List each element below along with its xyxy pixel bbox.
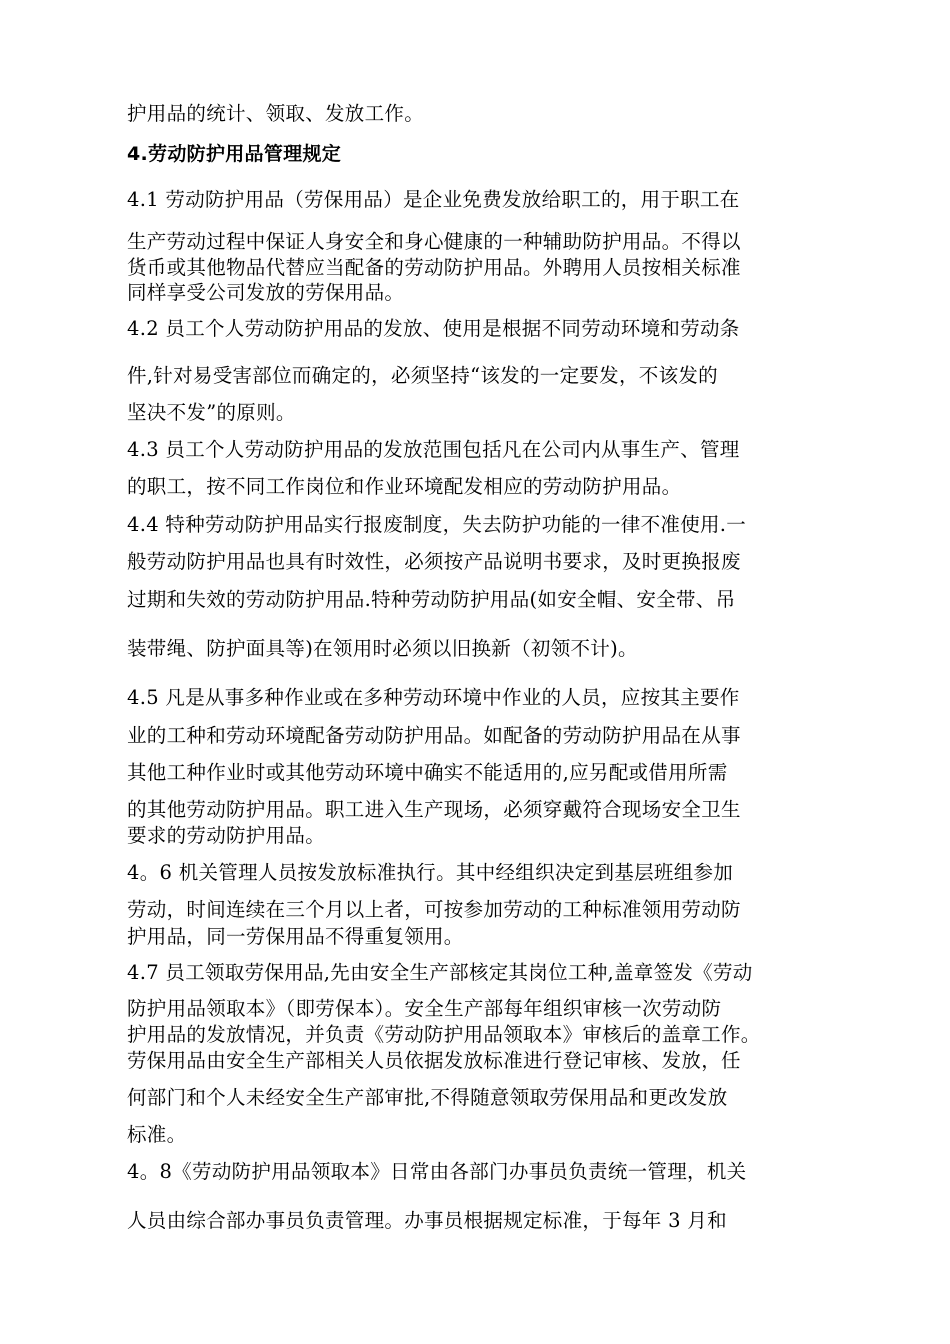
text-line: 护用品，同一劳保用品不得重复领用。 bbox=[127, 925, 464, 948]
text-line: 防护用品领取本》（即劳保本）。安全生产部每年组织审核一次劳动防 bbox=[127, 997, 722, 1020]
text-line: 4.3 员工个人劳动防护用品的发放范围包括凡在公司内从事生产、管理 bbox=[127, 438, 740, 461]
text-line: 4.5 凡是从事多种作业或在多种劳动环境中作业的人员，应按其主要作 bbox=[127, 686, 740, 709]
text-line: 件,针对易受害部位而确定的，必须坚持“该发的一定要发，不该发的 bbox=[127, 364, 718, 387]
text-line: 装带绳、防护面具等)在领用时必须以旧换新（初领不计)。 bbox=[127, 637, 638, 660]
text-line: 护用品的发放情况，并负责《劳动防护用品领取本》审核后的盖章工作。 bbox=[127, 1023, 761, 1046]
text-line: 劳保用品由安全生产部相关人员依据发放标准进行登记审核、发放，任 bbox=[127, 1049, 741, 1072]
text-line: 4.7 员工领取劳保用品,先由安全生产部核定其岗位工种,盖章签发《劳动 bbox=[127, 961, 753, 984]
text-line: 的其他劳动防护用品。职工进入生产现场，必须穿戴符合现场安全卫生 bbox=[127, 798, 741, 821]
text-line: 4.1 劳动防护用品（劳保用品）是企业免费发放给职工的，用于职工在 bbox=[127, 188, 740, 211]
text-line: 同样享受公司发放的劳保用品。 bbox=[127, 281, 405, 304]
text-line: 4。8《劳动防护用品领取本》日常由各部门办事员负责统一管理，机关 bbox=[127, 1160, 747, 1183]
text-line: 护用品的统计、领取、发放工作。 bbox=[127, 102, 425, 125]
section-heading: 4.劳动防护用品管理规定 bbox=[127, 143, 342, 165]
text-line: 4。6 机关管理人员按发放标准执行。其中经组织决定到基层班组参加 bbox=[127, 861, 734, 884]
text-line: 业的工种和劳动环境配备劳动防护用品。如配备的劳动防护用品在从事 bbox=[127, 724, 741, 747]
text-line: 人员由综合部办事员负责管理。办事员根据规定标准，于每年 3 月和 bbox=[127, 1209, 727, 1232]
text-line: 4.4 特种劳动防护用品实行报废制度，失去防护功能的一律不准使用.一 bbox=[127, 513, 747, 536]
text-line: 般劳动防护用品也具有时效性，必须按产品说明书要求，及时更换报废 bbox=[127, 550, 741, 573]
text-line: 其他工种作业时或其他劳动环境中确实不能适用的,应另配或借用所需 bbox=[127, 761, 728, 784]
text-line: 过期和失效的劳动防护用品.特种劳动防护用品(如安全帽、安全带、吊 bbox=[127, 588, 736, 611]
text-line: 货币或其他物品代替应当配备的劳动防护用品。外聘用人员按相关标准 bbox=[127, 256, 741, 279]
text-line: 劳动，时间连续在三个月以上者，可按参加劳动的工种标准领用劳动防 bbox=[127, 898, 741, 921]
text-line: 生产劳动过程中保证人身安全和身心健康的一种辅助防护用品。不得以 bbox=[127, 230, 741, 253]
text-line: 标准。 bbox=[127, 1123, 187, 1146]
text-line: 何部门和个人未经安全生产部审批,不得随意领取劳保用品和更改发放 bbox=[127, 1086, 728, 1109]
text-line: 4.2 员工个人劳动防护用品的发放、使用是根据不同劳动环境和劳动条 bbox=[127, 317, 740, 340]
text-line: 的职工，按不同工作岗位和作业环境配发相应的劳动防护用品。 bbox=[127, 475, 682, 498]
text-line: 坚决不发”的原则。 bbox=[127, 401, 296, 424]
text-line: 要求的劳动防护用品。 bbox=[127, 824, 326, 847]
